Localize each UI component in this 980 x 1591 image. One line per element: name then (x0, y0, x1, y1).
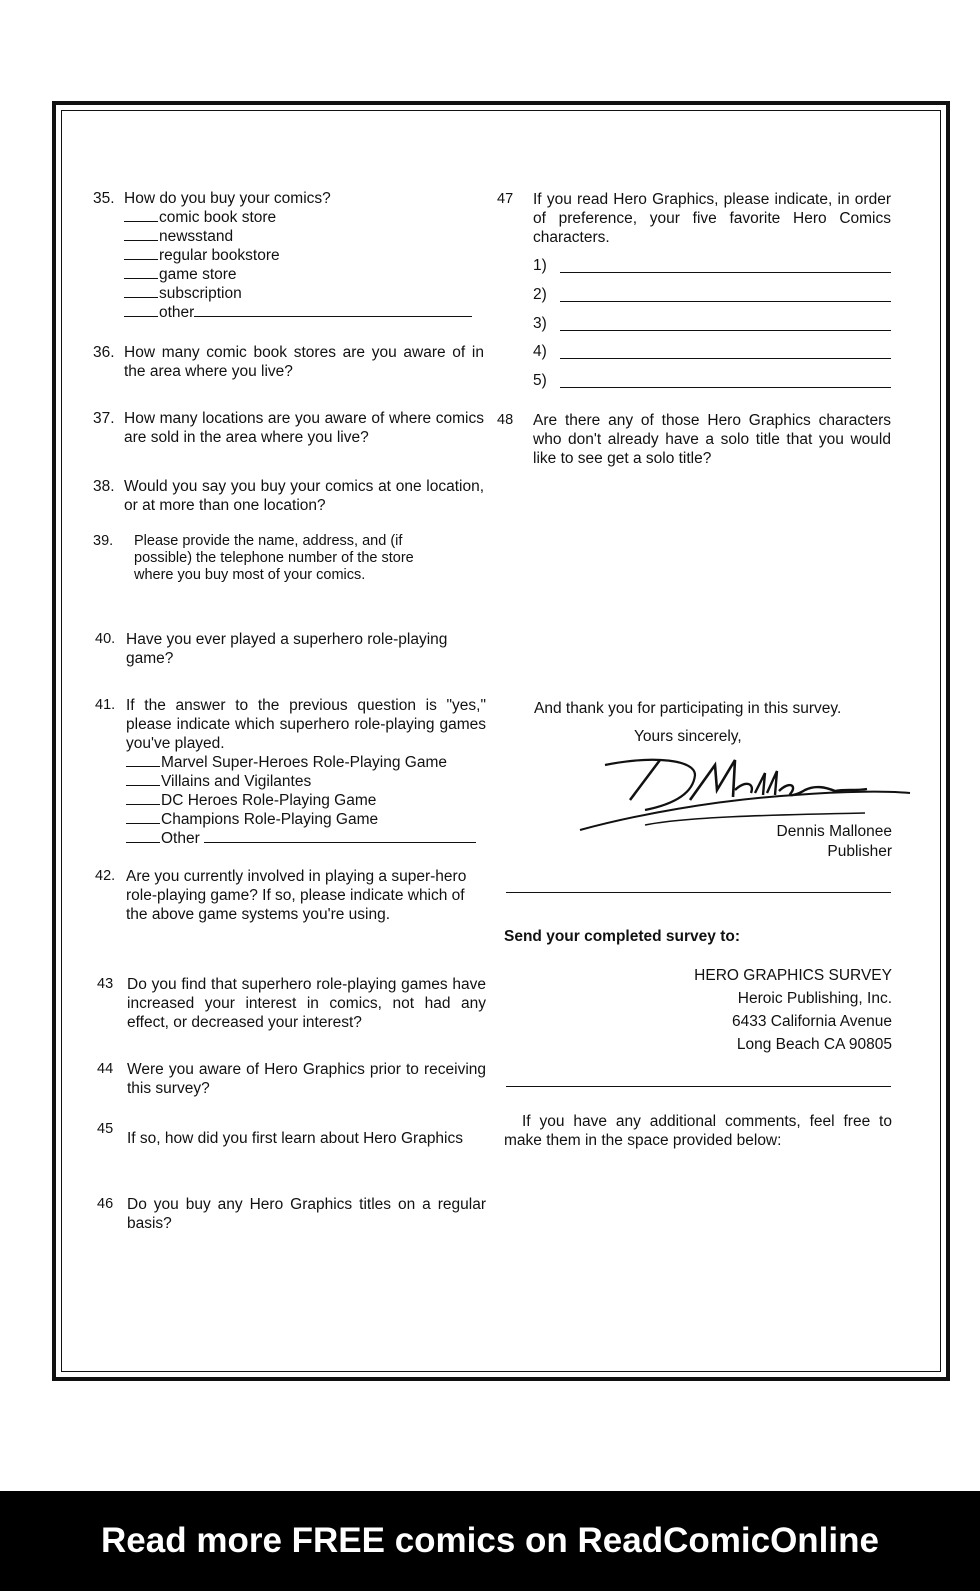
question-number: 44 (97, 1061, 114, 1077)
address-line-2: Heroic Publishing, Inc. (737, 990, 892, 1007)
mailing-heading: Send your completed survey to: (504, 928, 740, 945)
option-comic-book-store[interactable]: comic book store (124, 208, 472, 227)
question-number: 40. (95, 631, 116, 647)
address-line-4: Long Beach CA 90805 (736, 1036, 892, 1053)
question-number: 36. (93, 344, 115, 361)
option-champions[interactable]: Champions Role-Playing Game (126, 810, 476, 829)
option-newsstand[interactable]: newsstand (124, 227, 472, 246)
rank-5-line[interactable] (560, 387, 891, 388)
option-game-store[interactable]: game store (124, 265, 472, 284)
question-text: How many locations are you aware of where comics are sold in the area where you live? (124, 410, 484, 446)
option-other[interactable]: other (124, 303, 472, 322)
rank-3-label: 3) (533, 315, 547, 332)
address-line-3: 6433 California Avenue (731, 1013, 892, 1030)
rank-2-label: 2) (533, 286, 547, 303)
footer-banner-text: Read more FREE comics on ReadComicOnline (101, 1521, 879, 1560)
question-number: 35. (93, 190, 115, 207)
option-marvel-super-heroes[interactable]: Marvel Super-Heroes Role-Playing Game (126, 753, 476, 772)
signer-name: Dennis Mallonee (776, 823, 892, 840)
option-subscription[interactable]: subscription (124, 284, 472, 303)
question-text: How do you buy your comics? (124, 190, 331, 207)
question-number: 38. (93, 478, 115, 495)
rank-4-label: 4) (533, 343, 547, 360)
footer-banner[interactable] (0, 1491, 980, 1591)
address-line-1: HERO GRAPHICS SURVEY (694, 967, 892, 984)
rank-5-label: 5) (533, 372, 547, 389)
question-number: 37. (93, 410, 115, 427)
question-text: How many comic book stores are you aware of in the area where you live? (124, 344, 484, 380)
option-dc-heroes[interactable]: DC Heroes Role-Playing Game (126, 791, 476, 810)
question-number: 42. (95, 868, 116, 884)
rank-3-line[interactable] (560, 330, 891, 331)
question-text: Are there any of those Hero Graphics characters who don't already have a solo title that you would like to see get a solo title? (533, 412, 891, 467)
sincerely-text: Yours sincerely, (634, 728, 742, 745)
question-number: 48 (497, 412, 514, 428)
question-text: If so, how did you first learn about Hero Graphics (127, 1130, 463, 1147)
comments-prompt: If you have any additional comments, feel free to make them in the space provided below: (504, 1113, 892, 1149)
question-number: 41. (95, 697, 116, 713)
option-other[interactable]: Other (126, 829, 476, 848)
question-number: 43 (97, 976, 114, 992)
rank-4-line[interactable] (560, 358, 891, 359)
question-text: Are you currently involved in playing a super-hero role-playing game? If so, please indicate which of the above game systems you're using. (126, 868, 467, 923)
signer-title: Publisher (827, 843, 892, 860)
rank-2-line[interactable] (560, 301, 891, 302)
question-number: 45 (97, 1121, 114, 1137)
question-number: 46 (97, 1196, 114, 1212)
divider-2 (506, 1086, 891, 1087)
question-text: If you read Hero Graphics, please indicate, in order of preference, your five favorite Hero Comics characters. (533, 191, 891, 246)
question-text: If the answer to the previous question is "yes," please indicate which superhero role-playing games you've played. (126, 697, 486, 752)
rank-1-line[interactable] (560, 272, 891, 273)
question-text: Do you buy any Hero Graphics titles on a regular basis? (127, 1196, 486, 1232)
thanks-text: And thank you for participating in this survey. (534, 700, 842, 717)
question-text: Would you say you buy your comics at one location, or at more than one location? (124, 478, 484, 514)
question-text: Have you ever played a superhero role-playing game? (126, 631, 448, 667)
question-number: 39. (93, 533, 114, 549)
rank-1-label: 1) (533, 257, 547, 274)
question-text: Do you find that superhero role-playing games have increased your interest in comics, not had any effect, or decreased your interest? (127, 976, 486, 1031)
question-text: Please provide the name, address, and (if possible) the telephone number of the store where you buy most of your comics. (134, 533, 414, 583)
option-regular-bookstore[interactable]: regular bookstore (124, 246, 472, 265)
question-text: Were you aware of Hero Graphics prior to receiving this survey? (127, 1061, 486, 1097)
option-villains-and-vigilantes[interactable]: Villains and Vigilantes (126, 772, 476, 791)
divider-1 (506, 892, 891, 893)
question-number: 47 (497, 191, 514, 207)
